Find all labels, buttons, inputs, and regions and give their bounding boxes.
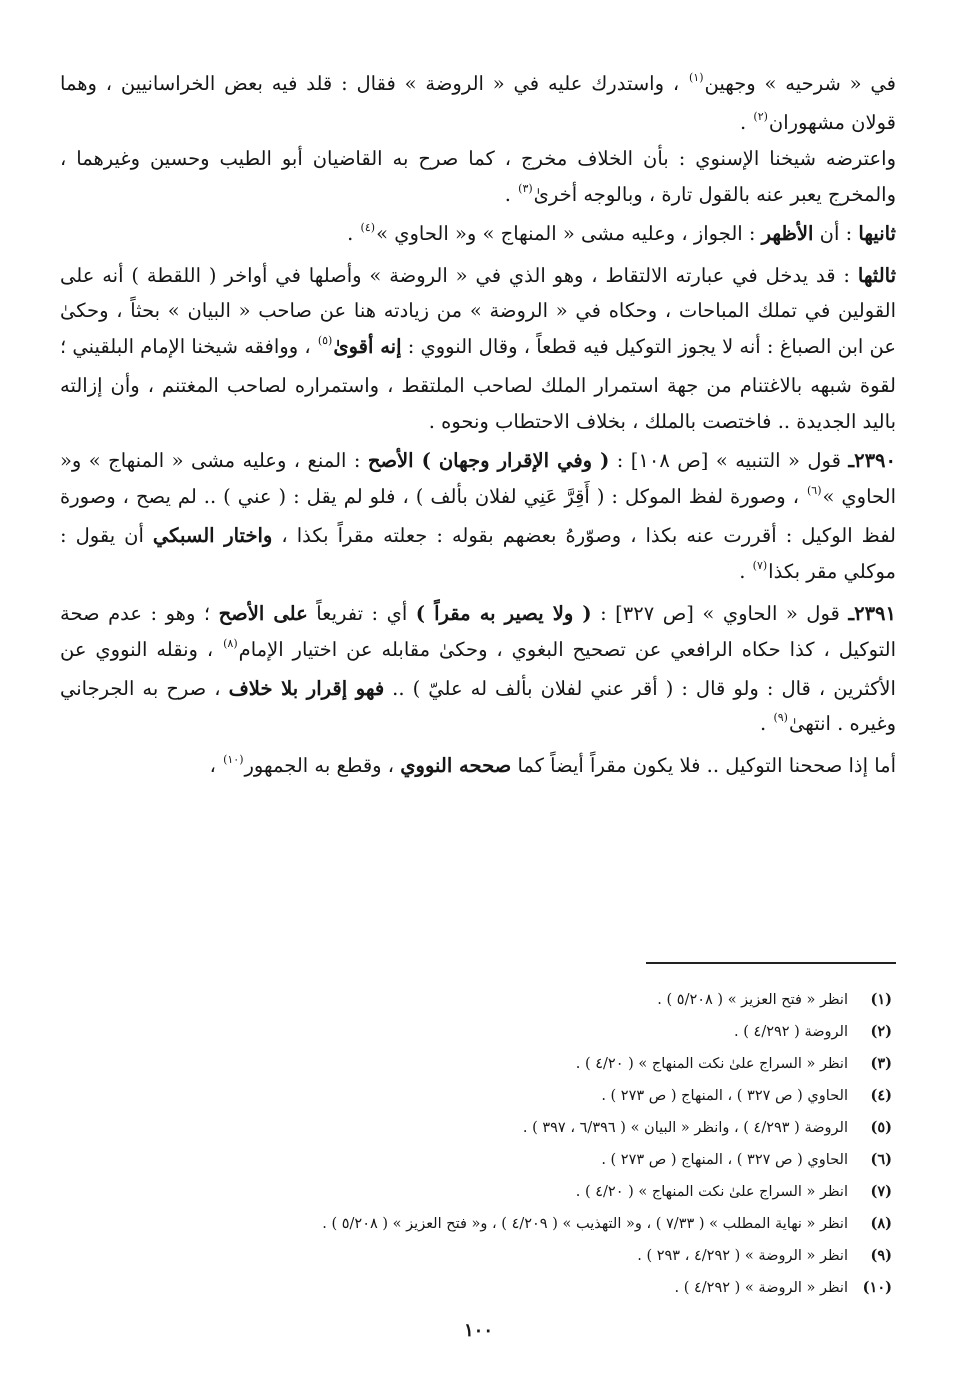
- text-run: : المنع ، وعليه مشى « المنهاج » و« الحاوي »: [60, 449, 896, 508]
- paragraph: [60, 66, 896, 144]
- bold-text: صححه النووي: [400, 754, 512, 778]
- footnote: [110, 1048, 892, 1080]
- text-run: قول « التنبيه » [ص ١٠٨] :: [609, 449, 849, 473]
- main-text: [60, 66, 896, 787]
- text-run: ،: [209, 754, 223, 778]
- footnote-ref: (٦): [806, 483, 822, 497]
- text-run: .: [739, 110, 753, 134]
- footnote-text: الروضة ( ٤/٢٩٢ ) .: [734, 1024, 848, 1040]
- footnote: [110, 984, 892, 1016]
- text-run: ، وصورة لفظ الموكل : ( أَقِرَّ عَنِي لفلان بألف ) ، فلو لم يقل : ( عني ) .. لم يصح ، وصورة لفظ الوكيل : أقررت عنه بكذا ، وصوّرهُ بعضهم بقوله : جعلته مقراً بكذا ،: [60, 484, 896, 547]
- text-run: .: [347, 221, 360, 245]
- footnote-number: (٨): [870, 1215, 892, 1232]
- bold-text: ثالثها: [857, 263, 896, 287]
- footnote: [110, 1272, 892, 1304]
- bold-text: ( ولا يصير به مقراً ): [415, 601, 592, 625]
- footnote-number: (٥): [870, 1119, 892, 1136]
- text-run: ، ونقله النووي عن الأكثرين ، قال : ولو قال : ( أقر عني لفلان بألف له عليّ ) ..: [60, 637, 896, 700]
- footnote-number: (٦): [870, 1151, 892, 1168]
- text-run: أي : تفريعاً: [307, 601, 416, 625]
- footnote-ref: (٥): [317, 334, 333, 348]
- paragraph: [60, 748, 896, 787]
- footnote-number: (١٠): [862, 1279, 892, 1296]
- bold-text: ٢٣٩١ـ: [848, 601, 896, 625]
- footnote-ref: (١٠): [223, 753, 244, 767]
- text-run: ؛ وهو : عدم صحة التوكيل ، كذا حكاه الرافعي عن تصحيح البغوي ، وحكىٰ مقابله عن اختيار الإمام: [60, 601, 896, 661]
- paragraph: [60, 596, 896, 746]
- footnote: [110, 1208, 892, 1240]
- footnote-ref: (١): [689, 71, 704, 84]
- footnote-number: (١): [870, 991, 892, 1008]
- bold-text: فهو إقرار بلا خلاف: [228, 676, 385, 700]
- text-run: في « شرحيه » وجهين: [704, 72, 896, 95]
- footnote-text: الحاوي ( ص ٣٢٧ ) ، المنهاج ( ص ٢٧٣ ) .: [601, 1152, 848, 1168]
- footnote-text: انظر « الروضة » ( ٤/٢٩٢ ) .: [674, 1280, 848, 1296]
- paragraph: [60, 443, 896, 593]
- footnote: [110, 1080, 892, 1112]
- paragraph: [60, 216, 896, 255]
- bold-text: ثانيها: [858, 221, 896, 245]
- footnote-text: الروضة ( ٤/٢٩٣ ) ، وانظر « البيان » ( ٦/٣٩٦ ، ٣٩٧ ) .: [522, 1120, 848, 1136]
- footnote: [110, 1176, 892, 1208]
- bold-text: ٢٣٩٠ـ: [848, 449, 896, 473]
- footnote-ref: (٢): [753, 109, 768, 123]
- footnote-number: (٤): [870, 1087, 892, 1104]
- footnote: [110, 1240, 892, 1272]
- paragraph: [60, 258, 896, 441]
- text-run: ، صرح به الجرجاني وغيره . انتهىٰ: [60, 676, 896, 736]
- text-run: .: [739, 559, 752, 583]
- text-run: أما إذا صححنا التوكيل .. فلا يكون مقراً أيضاً كما: [511, 754, 896, 778]
- footnote-text: انظر « فتح العزيز » ( ٥/٢٠٨ ) .: [657, 992, 848, 1008]
- text-run: .: [760, 712, 773, 736]
- bold-text: ( وفي الإقرار وجهان ) الأصح: [367, 449, 610, 473]
- text-run: : قد يدخل في عبارته الالتقاط ، وهو الذي في « الروضة » وأصلها في أواخر ( اللقطة ) أنه على القولين في تملك المباحات ، وحكاه في « الروضة » من زيادته هنا عن صاحب « البيان » بحثاً ، وحكىٰ عن ابن الصباغ : أنه لا يجوز التوكيل فيه قطعاً ، وقال النووي :: [60, 263, 896, 359]
- footnote-number: (٣): [870, 1055, 892, 1072]
- footnote: [110, 1144, 892, 1176]
- footnote-ref: (٣): [518, 181, 533, 195]
- footnotes: [110, 984, 892, 1304]
- page-number: ١٠٠: [463, 1320, 493, 1341]
- footnote-number: (٩): [870, 1247, 892, 1264]
- footnote-ref: (٩): [773, 711, 788, 725]
- footnote-ref: (٧): [752, 558, 768, 572]
- bold-text: الأظهر: [761, 221, 814, 245]
- text-run: ، ووافقه شيخنا الإمام البلقيني ؛ لقوة شبهه بالاغتنام من جهة استمرار الملك لصاحب الملتقط ، واستمراره لصاحب المغتنم ، وأن إزالته باليد الجديدة .. فاختصت بالملك ، بخلاف الاحتطاب ونحوه .: [60, 335, 896, 434]
- footnote-text: انظر « الروضة » ( ٤/٢٩٢ ، ٢٩٣ ) .: [637, 1248, 848, 1264]
- bold-text: إنه أقوىٰ: [333, 335, 402, 359]
- text-run: قول « الحاوي » [ص ٣٢٧] :: [591, 601, 849, 625]
- footnote: [110, 1112, 892, 1144]
- bold-text: واختار السبكي: [152, 523, 273, 547]
- text-run: : أن: [813, 221, 859, 245]
- text-run: : الجواز ، وعليه مشى « المنهاج » و« الحاوي »: [376, 221, 762, 245]
- text-run: أن يقول : موكلي مقر بكذا: [60, 523, 896, 583]
- paragraph: [60, 141, 896, 216]
- footnote: [110, 1016, 892, 1048]
- text-run: ، وقطع به الجمهور: [244, 754, 401, 778]
- footnote-text: انظر « نهاية المطلب » ( ٧/٣٣ ) ، و« التهذيب » ( ٤/٢٠٩ ) ، و« فتح العزيز » ( ٥/٢٠٨ ) .: [322, 1216, 848, 1232]
- footnote-number: (٢): [870, 1023, 892, 1040]
- text-run: ، واستدرك عليه في « الروضة » فقال : قلد فيه بعض الخراسانيين ، وهما قولان مشهوران: [60, 72, 896, 134]
- text-run: .: [504, 182, 518, 206]
- footnote-number: (٧): [870, 1183, 892, 1200]
- footnote-text: انظر « السراج علىٰ نكت المنهاج » ( ٤/٢٠ ) .: [575, 1184, 848, 1200]
- footnote-ref: (٤): [360, 220, 376, 234]
- footnote-text: الحاوي ( ص ٣٢٧ ) ، المنهاج ( ص ٢٧٣ ) .: [601, 1088, 848, 1104]
- footnote-ref: (٨): [223, 636, 238, 650]
- footnote-text: انظر « السراج علىٰ نكت المنهاج » ( ٤/٢٠ ) .: [575, 1056, 848, 1072]
- footnote-separator: [646, 962, 896, 964]
- bold-text: على الأصح: [218, 601, 308, 625]
- text-run: واعترضه شيخنا الإسنوي : بأن الخلاف مخرج ، كما صرح به القاضيان أبو الطيب وحسين وغيرهما ، والمخرج يعبر عنه بالقول تارة ، وبالوجه أخرىٰ: [60, 146, 896, 206]
